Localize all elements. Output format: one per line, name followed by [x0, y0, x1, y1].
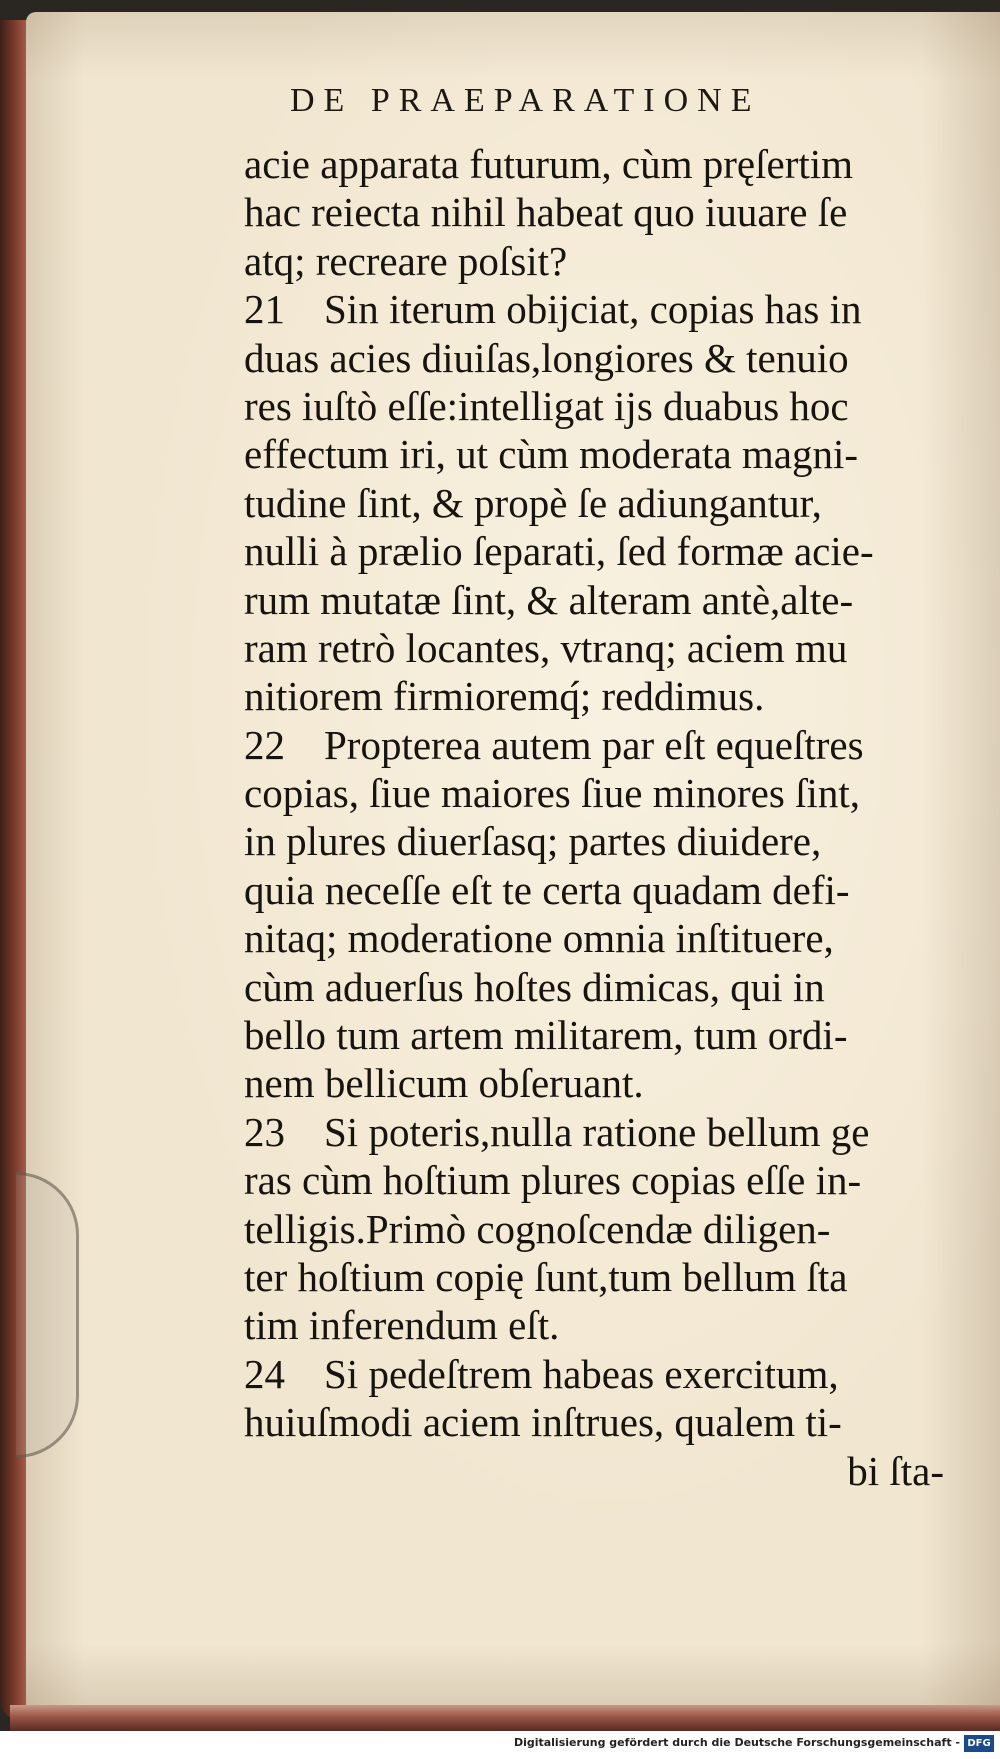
line-text: copias, ſiue maiores ſiue minores ſint,	[244, 770, 861, 817]
footer-bar	[0, 1731, 1000, 1759]
line-text: quia neceſſe eſt te certa quadam defi-	[244, 866, 850, 913]
line-text: huiuſmodi aciem inſtrues, qualem ti-	[244, 1399, 842, 1446]
book-edge-bottom	[10, 1705, 1000, 1731]
text-line	[244, 624, 964, 672]
text-line	[244, 527, 964, 575]
line-text: in plures diuerſasq; partes diuidere,	[244, 818, 822, 865]
text-line	[244, 721, 964, 769]
text-line	[244, 914, 964, 962]
text-line	[244, 672, 964, 720]
text-line	[244, 237, 964, 285]
text-line	[244, 430, 964, 478]
line-text: Si poteris,nulla ratione bellum ge	[324, 1108, 870, 1155]
line-text: tudine ſint, & propè ſe adiungantur,	[244, 479, 822, 526]
text-line	[244, 866, 964, 914]
text-line	[244, 1011, 964, 1059]
line-text: rum mutatæ ſint, & alteram antè,alte-	[244, 576, 854, 623]
line-text: nulli à prælio ſeparati, ſed formæ acie-	[244, 528, 874, 575]
line-text: res iuſtò eſſe:intelligat ijs duabus hoc	[244, 382, 849, 429]
text-line	[244, 285, 964, 333]
line-text: hac reiecta nihil habeat quo iuuare ſe	[244, 189, 848, 236]
line-text: Si pedeſtrem habeas exercitum,	[324, 1350, 839, 1397]
section-number: 24	[244, 1350, 285, 1397]
text-line	[244, 1108, 964, 1156]
line-text: duas acies diuiſas,longiores & tenuio	[244, 334, 849, 381]
line-text: nitaq; moderatione omnia inſtituere,	[244, 915, 834, 962]
line-text: ter hoſtium copię ſunt,tum bellum ſta	[244, 1253, 848, 1300]
dfg-logo: DFG	[964, 1735, 994, 1752]
line-text: acie apparata futurum, cùm pręſertim	[244, 141, 854, 187]
section-number: 22	[244, 721, 285, 768]
text-line	[244, 576, 964, 624]
line-text: ras cùm hoſtium plures copias eſſe in-	[244, 1157, 862, 1204]
line-text: atq; recreare poſsit?	[244, 237, 568, 284]
text-line	[244, 382, 964, 430]
catchword: bi ſta-	[847, 1447, 944, 1494]
footer-credit: Digitalisierung gefördert durch die Deutsche Forschungsgemeinschaft -	[513, 1736, 960, 1749]
text-line	[244, 1398, 964, 1446]
section-number: 21	[244, 286, 285, 333]
line-text: nem bellicum obſeruant.	[244, 1060, 644, 1107]
running-head: DE PRAEPARATIONE	[290, 82, 761, 119]
section-number: 23	[244, 1108, 285, 1155]
line-text: ram retrò locantes, vtranq; aciem mu	[244, 624, 848, 671]
line-text: cùm aduerſus hoſtes dimicas, qui in	[244, 963, 825, 1010]
text-line	[244, 188, 964, 236]
text-line	[244, 963, 964, 1011]
line-text: Sin iterum obijciat, copias has in	[324, 286, 862, 333]
text-line	[244, 1059, 964, 1107]
line-text: bello tum artem militarem, tum ordi-	[244, 1012, 848, 1059]
text-line	[244, 1253, 964, 1301]
line-text: tim inferendum eſt.	[244, 1302, 560, 1349]
text-line	[244, 1156, 964, 1204]
text-line	[244, 817, 964, 865]
text-line	[244, 1350, 964, 1398]
text-block	[244, 140, 964, 1495]
text-line	[244, 1205, 964, 1253]
text-line	[244, 479, 964, 527]
line-text: nitiorem firmioremq́; reddimus.	[244, 673, 765, 720]
text-line	[244, 1301, 964, 1349]
line-text: Propterea autem par eſt equeſtres	[324, 721, 864, 768]
text-line	[244, 334, 964, 382]
page-clip-shadow	[16, 1172, 79, 1458]
text-line	[244, 140, 964, 188]
line-text: effectum iri, ut cùm moderata magni-	[244, 431, 859, 478]
text-line	[244, 769, 964, 817]
line-text: telligis.Primò cognoſcendæ diligen-	[244, 1205, 831, 1252]
